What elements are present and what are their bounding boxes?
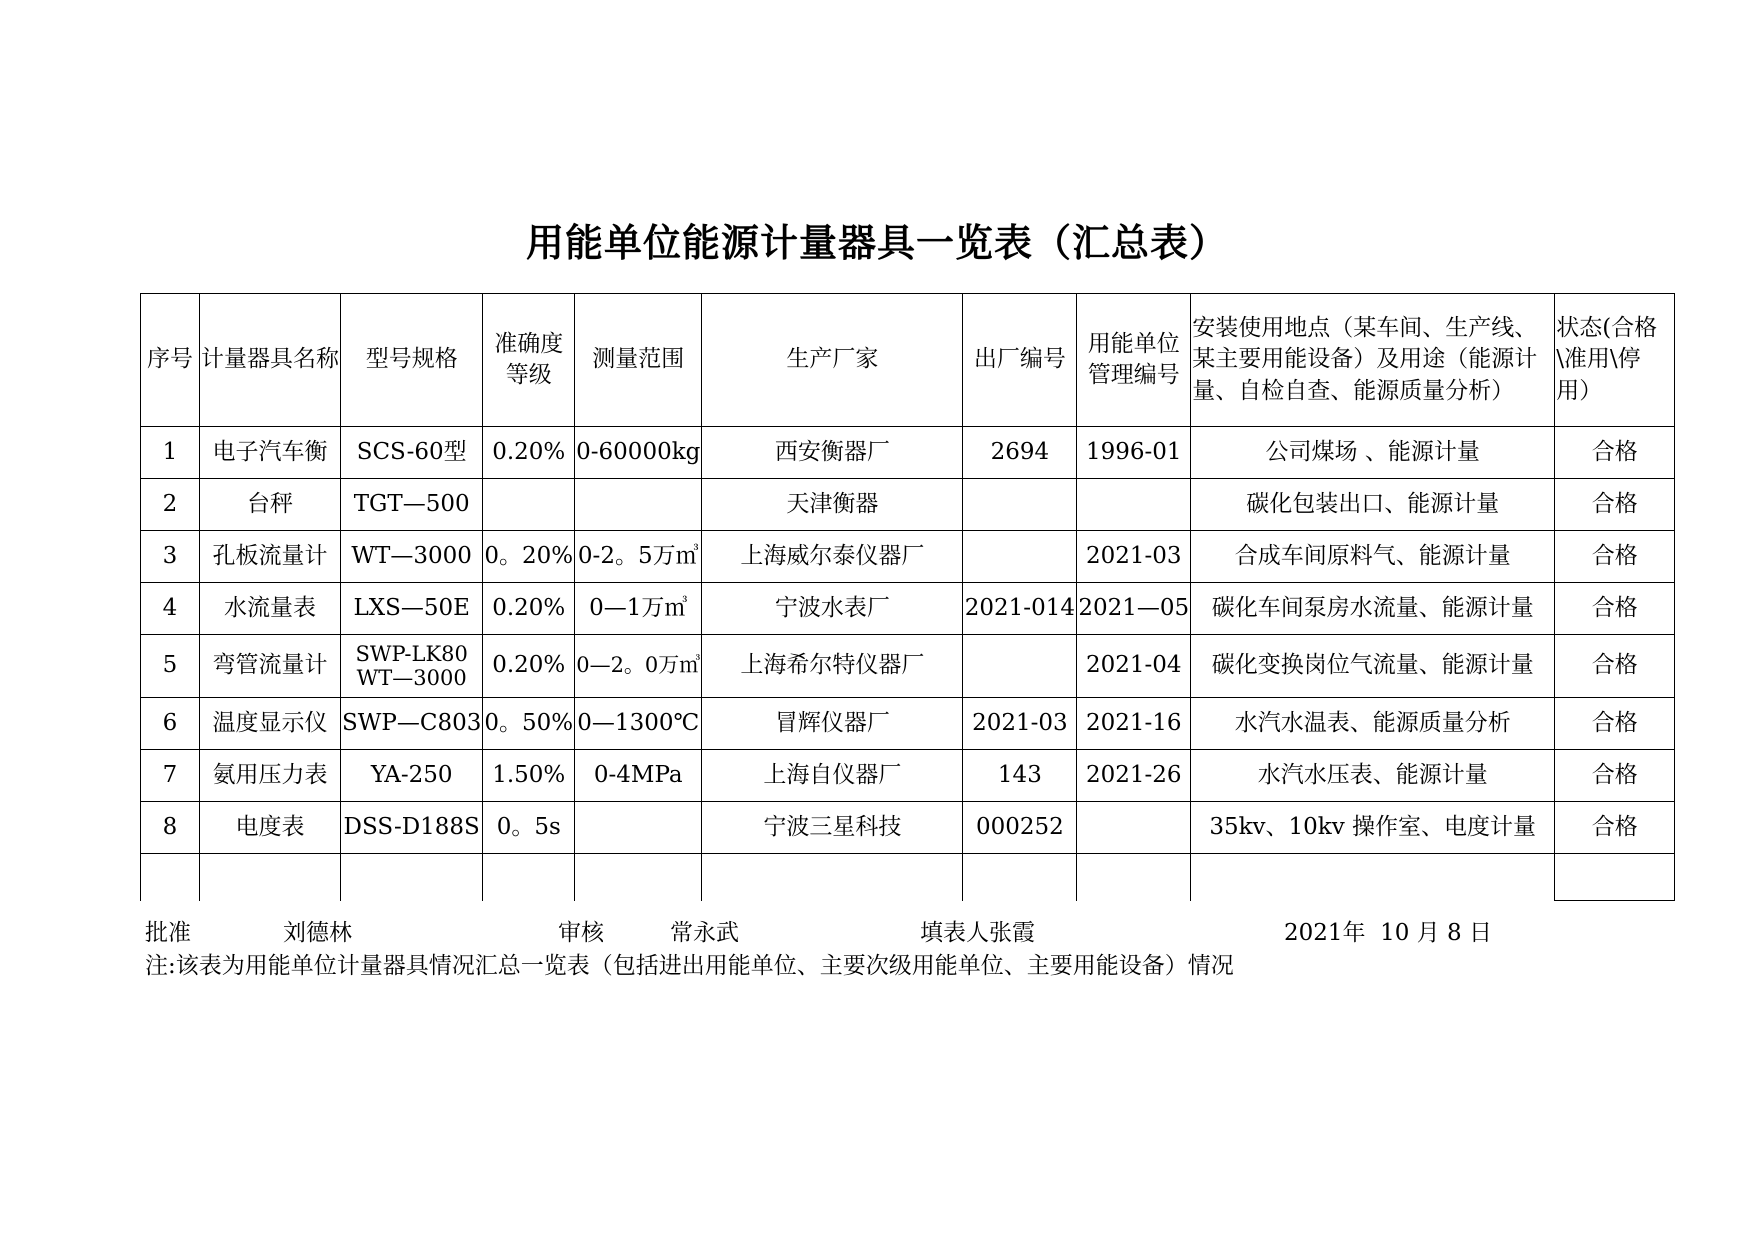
table-cell: 143	[963, 750, 1077, 802]
header-cell: 生产厂家	[702, 294, 963, 427]
table-cell-empty	[702, 854, 963, 901]
header-cell: 序号	[141, 294, 200, 427]
header-cell: 用能单位管理编号	[1077, 294, 1191, 427]
page-title: 用能单位能源计量器具一览表（汇总表）	[525, 221, 1228, 265]
table-cell: 弯管流量计	[200, 635, 341, 698]
header-cell: 状态(合格\准用\停用）	[1555, 294, 1675, 427]
table-cell: 水流量表	[200, 583, 341, 635]
header-cell: 安装使用地点（某车间、生产线、某主要用能设备）及用途（能源计量、自检自查、能源质量分析）	[1191, 294, 1555, 427]
table-cell: 水汽水压表、能源计量	[1191, 750, 1555, 802]
table-cell: LXS—50E	[341, 583, 483, 635]
table-row-empty	[141, 854, 1675, 901]
approve-label: 批准	[145, 920, 191, 946]
table-cell: YA-250	[341, 750, 483, 802]
table-row	[141, 583, 1675, 635]
table-cell: 合格	[1555, 802, 1675, 854]
table-cell: 7	[141, 750, 200, 802]
table-cell: 0.20%	[483, 583, 575, 635]
table-cell: 合成车间原料气、能源计量	[1191, 531, 1555, 583]
table-cell: WT—3000	[341, 531, 483, 583]
table-cell: 35kv、10kv 操作室、电度计量	[1191, 802, 1555, 854]
table-cell: 天津衡器	[702, 479, 963, 531]
table-cell: 合格	[1555, 479, 1675, 531]
table-cell: 5	[141, 635, 200, 698]
table-cell-empty	[1077, 854, 1191, 901]
table-cell: 2021-04	[1077, 635, 1191, 698]
note-text: 注:该表为用能单位计量器具情况汇总一览表（包括进出用能单位、主要次级用能单位、主要用能设备）情况	[145, 953, 1234, 979]
header-cell: 准确度等级	[483, 294, 575, 427]
table-cell: 0.20%	[483, 635, 575, 698]
table-cell: 2021—05	[1077, 583, 1191, 635]
table-cell: SCS-60型	[341, 427, 483, 479]
table-cell: 水汽水温表、能源质量分析	[1191, 698, 1555, 750]
table-cell: 0。20%	[483, 531, 575, 583]
table-row	[141, 750, 1675, 802]
table-cell: 宁波三星科技	[702, 802, 963, 854]
table-cell: 合格	[1555, 698, 1675, 750]
table-cell	[483, 479, 575, 531]
table-cell	[575, 479, 702, 531]
table-cell: 合格	[1555, 750, 1675, 802]
table-cell: 8	[141, 802, 200, 854]
table-cell-empty	[575, 854, 702, 901]
table-cell: 西安衡器厂	[702, 427, 963, 479]
meter-table	[140, 293, 1675, 901]
table-header-row	[141, 294, 1675, 427]
table-cell: 2021-16	[1077, 698, 1191, 750]
table-cell	[1077, 802, 1191, 854]
table-cell	[963, 479, 1077, 531]
review-name: 常永武	[670, 920, 739, 946]
table-cell: 0。50%	[483, 698, 575, 750]
table-cell: 0—1300℃	[575, 698, 702, 750]
header-cell: 型号规格	[341, 294, 483, 427]
table-row	[141, 802, 1675, 854]
table-cell-empty	[200, 854, 341, 901]
table-cell-empty	[341, 854, 483, 901]
table-cell	[963, 635, 1077, 698]
table-cell-empty	[1555, 854, 1675, 901]
table-cell: 2021-03	[1077, 531, 1191, 583]
table-cell: 合格	[1555, 531, 1675, 583]
table-cell: 温度显示仪	[200, 698, 341, 750]
table-cell-empty	[483, 854, 575, 901]
table-cell: 电子汽车衡	[200, 427, 341, 479]
table-cell: 0。5s	[483, 802, 575, 854]
table-cell: 0-2。5万㎥	[575, 531, 702, 583]
table-cell-empty	[1191, 854, 1555, 901]
table-cell: 台秤	[200, 479, 341, 531]
table-cell: 冒辉仪器厂	[702, 698, 963, 750]
table-cell: 2	[141, 479, 200, 531]
table-row	[141, 635, 1675, 698]
table-cell: DSS-D188S	[341, 802, 483, 854]
table-cell: 1.50%	[483, 750, 575, 802]
table-cell: 孔板流量计	[200, 531, 341, 583]
table-cell	[1077, 479, 1191, 531]
filler-name: 填表人张霞	[920, 920, 1035, 946]
table-row	[141, 531, 1675, 583]
table-cell: 2021-26	[1077, 750, 1191, 802]
table-cell	[963, 531, 1077, 583]
report-date: 2021年 10 月 8 日	[1284, 920, 1492, 946]
table-cell: TGT—500	[341, 479, 483, 531]
table-cell: 上海自仪器厂	[702, 750, 963, 802]
table-cell: 0-60000kg	[575, 427, 702, 479]
header-cell: 计量器具名称	[200, 294, 341, 427]
table-cell: 碳化车间泵房水流量、能源计量	[1191, 583, 1555, 635]
table-cell: 上海希尔特仪器厂	[702, 635, 963, 698]
table-cell: 电度表	[200, 802, 341, 854]
table-cell: 宁波水表厂	[702, 583, 963, 635]
table-row	[141, 479, 1675, 531]
review-label: 审核	[558, 920, 604, 946]
table-cell-empty	[141, 854, 200, 901]
table-cell: 1	[141, 427, 200, 479]
table-cell: 0—1万㎥	[575, 583, 702, 635]
table-cell: 0—2。0万㎥	[575, 635, 702, 698]
table-cell	[575, 802, 702, 854]
table-cell: 6	[141, 698, 200, 750]
table-cell: 1996-01	[1077, 427, 1191, 479]
header-cell: 测量范围	[575, 294, 702, 427]
table-cell: 氨用压力表	[200, 750, 341, 802]
table-cell: 合格	[1555, 635, 1675, 698]
table-cell: 公司煤场 、能源计量	[1191, 427, 1555, 479]
table-row	[141, 427, 1675, 479]
table-cell: 2021-03	[963, 698, 1077, 750]
table-cell: SWP—C803	[341, 698, 483, 750]
table-cell-empty	[963, 854, 1077, 901]
table-cell: 碳化包装出口、能源计量	[1191, 479, 1555, 531]
table-cell: SWP-LK80 WT—3000	[341, 635, 483, 698]
table-cell: 4	[141, 583, 200, 635]
table-row	[141, 698, 1675, 750]
table-cell: 合格	[1555, 427, 1675, 479]
table-cell: 2021-014	[963, 583, 1077, 635]
approve-name: 刘德林	[283, 920, 352, 946]
header-cell: 出厂编号	[963, 294, 1077, 427]
table-cell: 000252	[963, 802, 1077, 854]
table-cell: 0.20%	[483, 427, 575, 479]
table-cell: 合格	[1555, 583, 1675, 635]
table-cell: 碳化变换岗位气流量、能源计量	[1191, 635, 1555, 698]
table-cell: 2694	[963, 427, 1077, 479]
table-cell: 3	[141, 531, 200, 583]
table-cell: 0-4MPa	[575, 750, 702, 802]
table-cell: 上海威尔泰仪器厂	[702, 531, 963, 583]
